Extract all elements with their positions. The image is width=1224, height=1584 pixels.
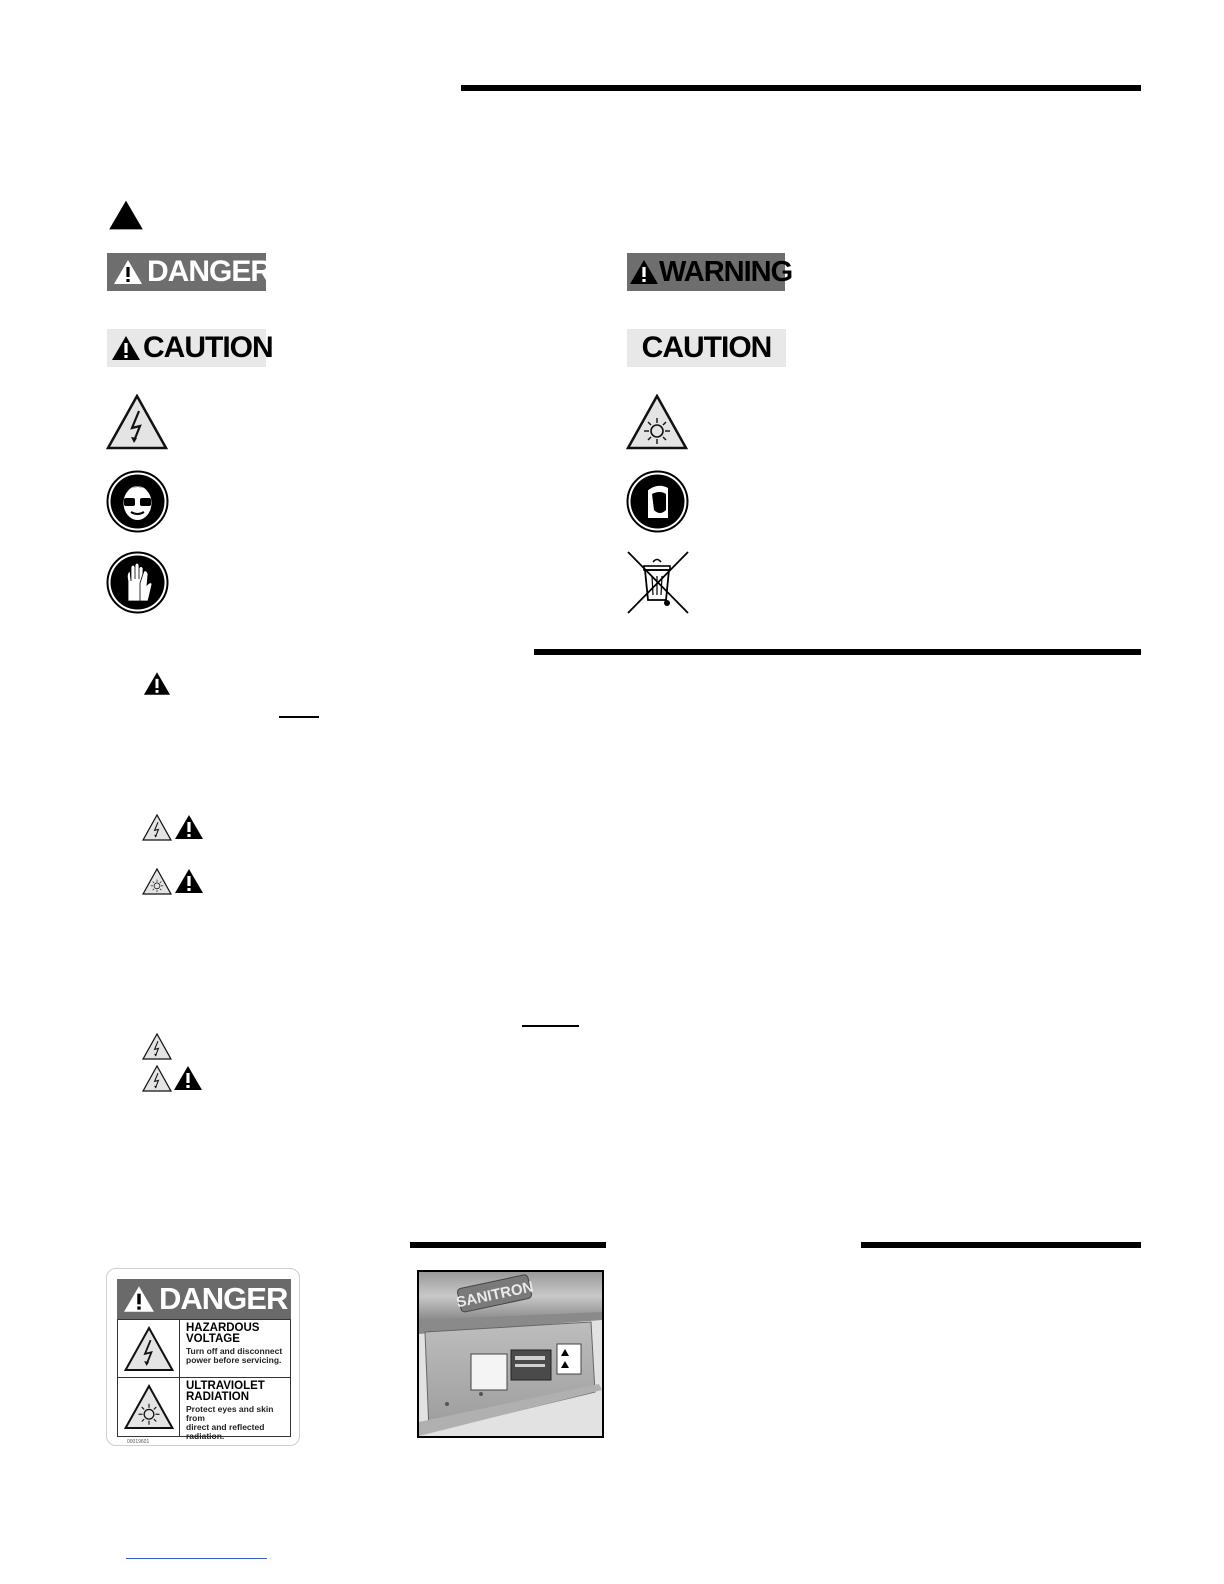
decal-row-uv [118, 1378, 290, 1441]
warning-signal-panel [627, 253, 793, 291]
decal-uv-cell [118, 1378, 180, 1436]
ultraviolet-radiation-icon [124, 1384, 174, 1430]
decal-voltage-text [186, 1323, 290, 1365]
ultraviolet-radiation-icon [626, 394, 688, 450]
figure-rule-right [861, 1242, 1141, 1248]
decal-voltage-title-2: VOLTAGE [186, 1333, 240, 1345]
underline-mark [279, 716, 319, 718]
decal-voltage-title-1: HAZARDOUS [186, 1322, 260, 1334]
danger-signal-panel [107, 253, 272, 291]
high-voltage-icon [106, 394, 168, 450]
decal-voltage-sub-2: power before servicing. [186, 1355, 282, 1365]
alert-triangle-icon [173, 1065, 203, 1091]
decal-header-label: DANGER [159, 1281, 288, 1316]
high-voltage-icon [142, 1033, 172, 1060]
eye-protection-icon [106, 470, 169, 533]
decal-uv-sub-2: direct and reflected radiation. [186, 1422, 265, 1441]
caution-plain-panel [627, 329, 786, 367]
danger-decal [106, 1268, 300, 1446]
decal-uv-title-2: RADIATION [186, 1391, 250, 1403]
warning-label: WARNING [659, 255, 793, 288]
high-voltage-icon [142, 814, 172, 841]
alert-triangle-icon [108, 199, 144, 231]
decal-header [117, 1279, 291, 1319]
decal-row-voltage [118, 1320, 290, 1378]
decal-part-number: 00019601 [127, 1439, 150, 1445]
high-voltage-icon [142, 1065, 172, 1092]
figure-rule-left [410, 1242, 606, 1248]
face-shield-icon [626, 470, 689, 533]
header-rule [461, 85, 1141, 91]
gloves-icon [106, 551, 169, 614]
section-rule [534, 649, 1141, 655]
decal-grid [117, 1319, 291, 1441]
alert-triangle-icon [629, 259, 659, 285]
caution-symbol-panel [107, 329, 273, 367]
alert-triangle-icon [174, 868, 204, 894]
decal-voltage-sub-1: Turn off and disconnect [186, 1346, 283, 1356]
alert-triangle-icon [123, 1285, 155, 1313]
decal-uv-sub-1: Protect eyes and skin from [186, 1404, 274, 1423]
decal-uv-title-1: ULTRAVIOLET [186, 1380, 265, 1392]
alert-triangle-icon [113, 259, 143, 285]
danger-label: DANGER [147, 255, 272, 288]
decal-uv-text [186, 1381, 290, 1441]
caution-label: CAUTION [143, 331, 273, 364]
high-voltage-icon [124, 1326, 174, 1372]
footer-link[interactable] [126, 1558, 267, 1559]
ultraviolet-radiation-icon [142, 868, 172, 895]
alert-triangle-icon [111, 335, 141, 361]
brand-plate-text: SANITRON [454, 1278, 535, 1312]
alert-triangle-icon [143, 671, 171, 696]
decal-voltage-cell [118, 1320, 180, 1377]
underline-mark [522, 1025, 579, 1027]
product-photo [417, 1270, 604, 1438]
product-illustration [419, 1272, 602, 1436]
alert-triangle-icon [174, 814, 204, 840]
crossed-out-bin-icon [626, 550, 690, 615]
caution-plain-label: CAUTION [641, 331, 772, 364]
